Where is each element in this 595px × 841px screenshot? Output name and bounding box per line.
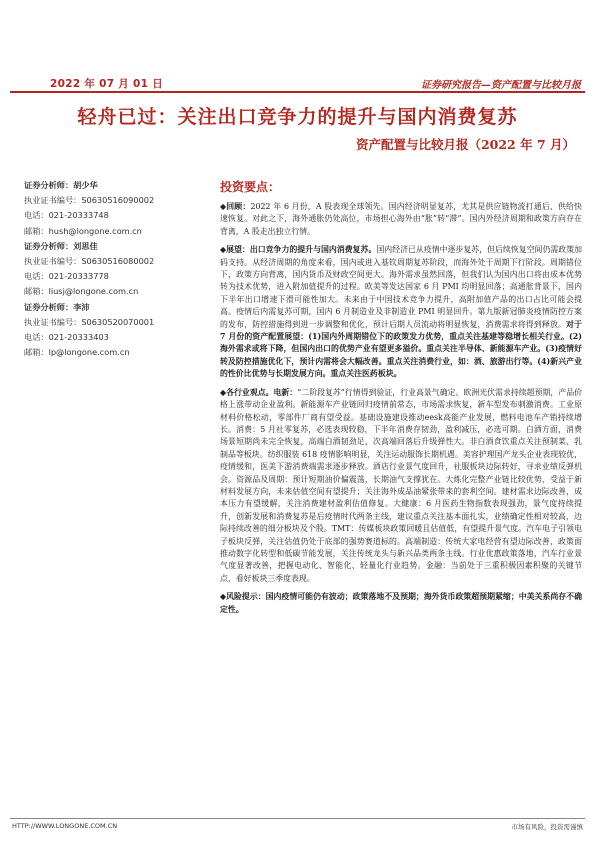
analyst-email[interactable]: 邮箱：lp@longone.com.cn bbox=[24, 347, 130, 358]
analyst-1 bbox=[24, 178, 204, 239]
risk-text: 国内疫情可能仍有波动；政策落地不及预期；海外货币政策超预期紧缩；中美关系尚存不确定性。 bbox=[220, 592, 582, 614]
analyst-cert: 执业证书编号：S0630516090002 bbox=[24, 195, 155, 206]
outlook-allocation: 对于 7 月份的资产配置展望：(1)国内外周期错位下的政策发力优势，重点关注基建等稳增长相关行业。(2)海外需求或将下降，但国内出口的优势产业有望更多溢价。重点关注半导体、新能源车产业。(3)疫情好转及防控措施优化下，预计内需将会大幅改善。重点关注消费行业，如：酒、旅游出行等。(4)新兴产业的性价比优势与长期发展方向。重点关注医药板块。 bbox=[220, 319, 582, 379]
report-type: 证券研究报告—资产配置与比较月报 bbox=[421, 80, 581, 91]
investment-summary bbox=[220, 178, 582, 622]
review-heading: ◆回顾： bbox=[220, 202, 251, 211]
industry-heading: ◆各行业观点。电新： bbox=[220, 387, 298, 397]
analyst-email[interactable]: 邮箱：liusj@longone.com.cn bbox=[24, 286, 139, 297]
analyst-2 bbox=[24, 239, 204, 300]
section-title: 投资要点： bbox=[220, 180, 281, 194]
risk-heading: ◆风险提示： bbox=[220, 592, 266, 602]
analyst-list bbox=[24, 178, 204, 360]
review-paragraph bbox=[220, 201, 582, 238]
analyst-cert: 执业证书编号：S0630516080002 bbox=[24, 256, 155, 267]
analyst-name: 证券分析师：胡少华 bbox=[24, 180, 98, 190]
analyst-3 bbox=[24, 300, 204, 361]
analyst-phone: 电话：021-20333778 bbox=[24, 271, 109, 282]
header-divider bbox=[10, 91, 585, 93]
analyst-phone: 电话：021-20333748 bbox=[24, 210, 109, 221]
industry-paragraph bbox=[220, 387, 582, 586]
report-date: 2022 年 07 月 01 日 bbox=[50, 78, 164, 90]
review-text: 2022 年 6 月份，A 股表现全球领先。国内经济明显复苏，尤其是供应链物流打通后，供给快速恢复。对此之下，海外通胀仍处高位，市场担心海外由“胀”转“滞”。国内外经济周期和政策方向存在背离，A 股走出独立行情。 bbox=[220, 202, 582, 236]
analyst-cert: 执业证书编号：S0630520070001 bbox=[24, 316, 155, 327]
analyst-name: 证券分析师：刘思佳 bbox=[24, 240, 98, 251]
outlook-paragraph bbox=[220, 244, 582, 380]
analyst-phone: 电话：021-20333403 bbox=[24, 332, 109, 343]
risk-paragraph bbox=[220, 591, 582, 616]
footer-url[interactable]: HTTP://WWW.LONGONE.COM.CN bbox=[12, 822, 118, 830]
sub-title: 资产配置与比较月报（2022 年 7 月） bbox=[355, 137, 575, 152]
footer-disclaimer: 市场有风险，投资需谨慎 bbox=[511, 823, 583, 831]
outlook-heading: ◆展望：出口竞争力的提升与国内消费复苏。 bbox=[220, 245, 377, 255]
outlook-text: 国内经济已从疫情中逐步复苏，但后续恢复空间仍需政策加码支持。从经济周期的角度来看，国内或进入基钦周期复苏阶段，而海外处于周期下行阶段。周期错位下，政策方向背离，国内货币及财政空间更大。海外需求虽然回落，但我们认为国内出口将由成本优势转为技术优势，进入附加值提升的过程。欧美等发达国家 6 月 PMI 均明显回落；高通胀背景下，国内下半年出口增速下滑可能性加大。未来由于中国技术竞争力提升，高附加值产品的出口占比可能会提高。疫情后内需复苏可期，国内 6 月制造业及非制造业 PMI 明显回升。第九版新冠肺炎疫情防控方案的发布，防控措施得到进一步调整和优化，预计后期人员流动将明显恢复，消费需求将得到释放。 bbox=[220, 245, 582, 329]
main-title: 轻舟已过：关注出口竞争力的提升与国内消费复苏 bbox=[77, 106, 518, 128]
analyst-email[interactable]: 邮箱：hush@longone.com.cn bbox=[24, 225, 142, 236]
industry-text: “二阶段复苏”行情得到验证，行业高景气确定。欧洲光伏需求持续超预期，产品价格上涨带动企业盈利。新能源车产业链回归疫情前常态，市场需求恢复，新车型发布刺激消费。工业原材料价格松动，零部件厂商有望受益。基础设施建设推动eesk高能产业发展，燃料电池车产销持续增长。消费：5 月社零复苏，必选表现较稳，下半年消费存韧劲，盈利减压，必选可期。白酒方面，消费场景短期尚未完全恢复，高端白酒韧劲足，次高端回落后升级弹性大。非白酒食饮重点关注预制菜、乳制品等板块。纺织服装 618 疫情影响明显，关注运动服饰长期机遇。美容护理国产龙头企业表现较优，疫情缓和，医美下游消费端需求逐步释放。酒店行业景气度回升，社服板块边际转好，寻求业绩反弹机会。资源品及周期：预计短期油价偏震荡，长期油气支撑犹在。大炼化完整产业链比较优势，受益于新材料发展方向，未来估值空间有望提升；关注海外成品油紧张带来的套利空间。建材需求边际改善，成本压力有望缓解，关注消费建材盈利估值修复。大健康：6 月医药生物指数表现强劲，景气度持续提升，创新发展和消费复苏是后疫情时代两条主线，建议重点关注基本面扎实，业绩确定性相对较高，边际持续改善的细分板块及个股。TMT：传媒板块政策回暖且估值低，有望提升景气度。汽车电子引领电子板块反弹，关注估值仍处于底部的强势赛道标的。高端制造：传统大家电经营有望边际改善，政策面推动数字化转型和低碳节能发展，关注传统龙头与新兴品类两条主线。行业优惠政策落地，汽车行业景气度显著改善，把握电动化、智能化、轻量化行业趋势。金融：当前处于三重积极因素积聚的关键节点，看好板块三季度表现。 bbox=[220, 387, 582, 583]
footer-divider bbox=[10, 818, 585, 819]
analyst-name: 证券分析师：李沛 bbox=[24, 301, 90, 312]
